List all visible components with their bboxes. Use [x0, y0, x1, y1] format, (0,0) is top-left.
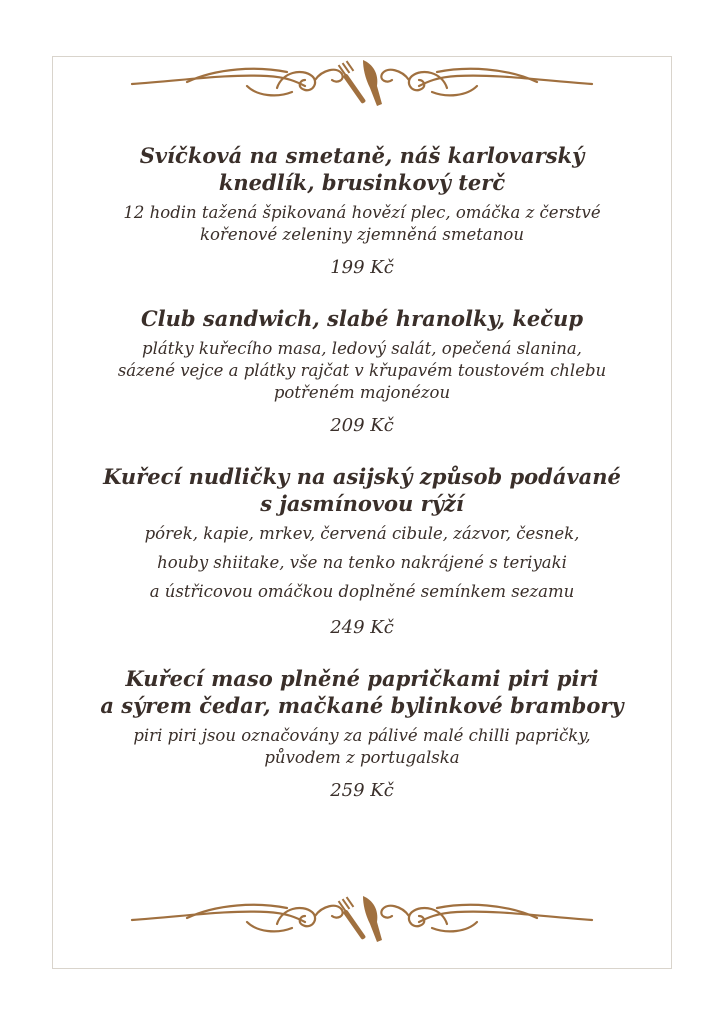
- description-line: kořenové zeleniny zjemněná smetanou: [200, 225, 524, 244]
- description-line: a ústřicovou omáčkou doplněné semínkem sezamu: [149, 582, 575, 601]
- menu-list: [60, 142, 664, 803]
- top-ornament: [0, 52, 724, 122]
- bottom-ornament: [0, 888, 724, 958]
- fork-knife-flourish-icon: [127, 52, 597, 112]
- item-title: [60, 463, 664, 517]
- title-line: Kuřecí nudličky na asijský způsob podávané: [103, 464, 621, 489]
- item-description: [60, 725, 664, 769]
- description-line: pórek, kapie, mrkev, červená cibule, zázvor, česnek,: [144, 524, 580, 543]
- menu-item: [60, 463, 664, 640]
- description-line: houby shiitake, vše na tenko nakrájené s teriyaki: [157, 553, 567, 572]
- item-price: 199 Kč: [330, 257, 394, 278]
- item-description: [60, 338, 664, 404]
- item-description: [60, 519, 664, 606]
- item-description: [60, 202, 664, 246]
- description-line: potřeném majonézou: [273, 383, 451, 402]
- description-line: piri piri jsou označovány za pálivé malé chilli papričky,: [133, 726, 591, 745]
- item-title: [60, 305, 664, 332]
- menu-item: [60, 142, 664, 280]
- item-price: 209 Kč: [330, 415, 394, 436]
- title-line: s jasmínovou rýží: [260, 491, 464, 516]
- menu-item: [60, 305, 664, 438]
- title-line: a sýrem čedar, mačkané bylinkové brambory: [100, 693, 624, 718]
- title-line: Club sandwich, slabé hranolky, kečup: [140, 306, 584, 331]
- title-line: knedlík, brusinkový terč: [218, 170, 506, 195]
- title-line: Kuřecí maso plněné papričkami piri piri: [125, 666, 599, 691]
- description-line: plátky kuřecího masa, ledový salát, opečená slanina,: [142, 339, 582, 358]
- description-line: původem z portugalska: [264, 748, 460, 767]
- description-line: sázené vejce a plátky rajčat v křupavém toustovém chlebu: [117, 361, 607, 380]
- item-price: 259 Kč: [330, 780, 394, 801]
- fork-knife-flourish-icon: [127, 888, 597, 948]
- item-price: 249 Kč: [330, 617, 394, 638]
- description-line: 12 hodin tažená špikovaná hovězí plec, omáčka z čerstvé: [123, 203, 601, 222]
- menu-item: [60, 665, 664, 803]
- item-title: [60, 665, 664, 719]
- item-title: [60, 142, 664, 196]
- title-line: Svíčková na smetaně, náš karlovarský: [139, 143, 585, 168]
